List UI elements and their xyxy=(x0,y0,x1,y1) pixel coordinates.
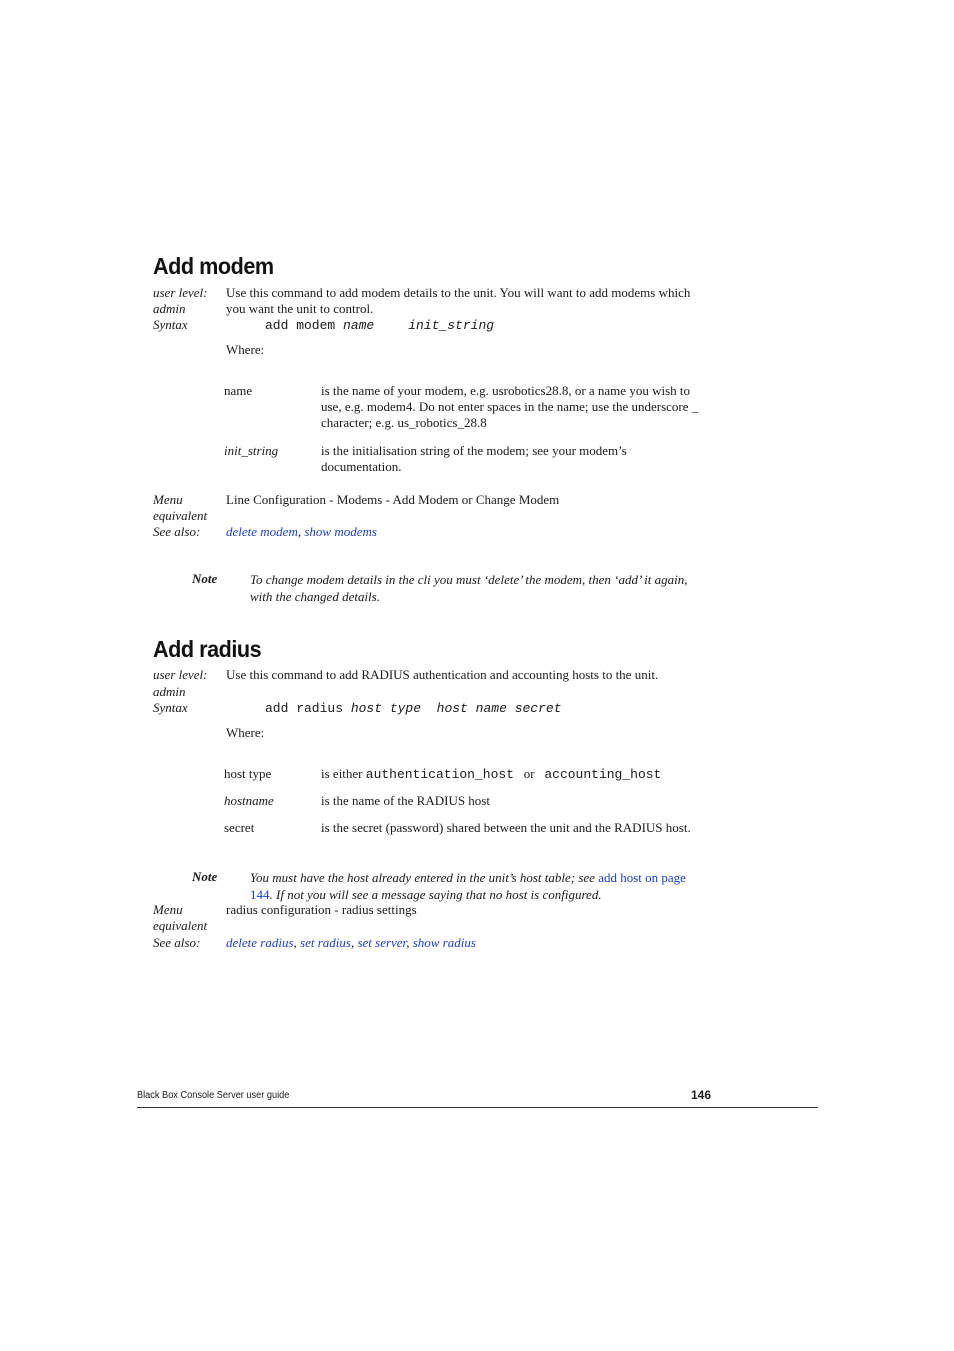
user-level-value: admin xyxy=(153,301,186,316)
param-desc-name: is the name of your modem, e.g. usrobotics28.8, or a name you wish to use, e.g. modem4. Do not enter spaces in the name; use the underscore _ character; e.g. us_robotics_28.8 xyxy=(321,383,699,430)
syntax-arg-name: name xyxy=(343,318,375,333)
param-desc-secret: is the secret (password) shared between the unit and the RADIUS host. xyxy=(321,820,691,835)
link-set-radius[interactable]: set radius xyxy=(300,935,351,950)
param-term-init-string: init_string xyxy=(224,443,279,458)
link-delete-radius[interactable]: delete radius xyxy=(226,935,294,950)
menu-label-equivalent: equivalent xyxy=(153,918,208,933)
radius-syntax xyxy=(265,701,562,717)
modem-syntax xyxy=(265,318,494,334)
param-desc-hostname: is the name of the RADIUS host xyxy=(321,793,490,808)
see-also-label: See also: xyxy=(153,524,201,539)
note-label: Note xyxy=(192,869,218,884)
section-title-add-radius: Add radius xyxy=(153,636,262,662)
user-level-value: admin xyxy=(153,684,186,699)
param-term-name: name xyxy=(224,383,253,398)
syntax-label: Syntax xyxy=(153,700,188,715)
menu-value: Line Configuration - Modems - Add Modem or Change Modem xyxy=(226,492,560,507)
modem-description: Use this command to add modem details to the unit. You will want to add modems which you want the unit to control. xyxy=(226,285,691,316)
footer-rule xyxy=(137,1107,818,1108)
radius-description: Use this command to add RADIUS authentication and accounting hosts to the unit. xyxy=(226,667,659,682)
syntax-command: add modem xyxy=(265,318,336,333)
syntax-label: Syntax xyxy=(153,317,188,332)
code-accounting-host: accounting_host xyxy=(544,767,662,782)
link-set-server[interactable]: set server xyxy=(357,935,407,950)
user-level-label: user level: xyxy=(153,285,208,300)
menu-label: Menu xyxy=(153,902,183,917)
param-term-secret: secret xyxy=(224,820,255,835)
see-also-label: See also: xyxy=(153,935,201,950)
code-authentication-host: authentication_host xyxy=(365,767,514,782)
syntax-arg-host-name: host name xyxy=(436,701,507,716)
footer-doc-title: Black Box Console Server user guide xyxy=(137,1090,290,1101)
note-text: You must have the host already entered in the unit’s host table; see add host on page 144. If not you will see a message saying that no host is configured. xyxy=(250,870,686,902)
menu-label: Menu xyxy=(153,492,183,507)
see-also-links: delete modem, show modems xyxy=(226,524,377,539)
syntax-arg-init-string: init_string xyxy=(408,318,495,333)
link-show-radius[interactable]: show radius xyxy=(412,935,476,950)
menu-label-equivalent: equivalent xyxy=(153,508,208,523)
menu-value: radius configuration - radius settings xyxy=(226,902,417,917)
param-term-hostname: hostname xyxy=(224,793,274,808)
syntax-arg-host-type: host type xyxy=(350,701,422,716)
note-label: Note xyxy=(192,571,218,586)
syntax-arg-secret: secret xyxy=(514,701,562,716)
section-title-add-modem: Add modem xyxy=(153,253,274,279)
link-show-modems[interactable]: show modems xyxy=(304,524,377,539)
where-label: Where: xyxy=(226,725,265,740)
param-desc-init-string: is the initialisation string of the modem; see your modem’s documentation. xyxy=(321,443,627,474)
link-add-host-page-144[interactable]: add host on page 144 xyxy=(250,870,686,902)
param-term-host-type: host type xyxy=(224,766,272,781)
page-number: 146 xyxy=(691,1088,712,1102)
link-delete-modem[interactable]: delete modem xyxy=(226,524,298,539)
where-label: Where: xyxy=(226,342,265,357)
note-text: To change modem details in the cli you must ‘delete’ the modem, then ‘add’ it again, with the changed details. xyxy=(250,572,688,604)
user-level-label: user level: xyxy=(153,667,208,682)
see-also-links: delete radius, set radius, set server, show radius xyxy=(226,935,476,950)
param-desc-host-type: is either authentication_host or accounting_host xyxy=(321,766,662,782)
syntax-command: add radius xyxy=(265,701,344,716)
